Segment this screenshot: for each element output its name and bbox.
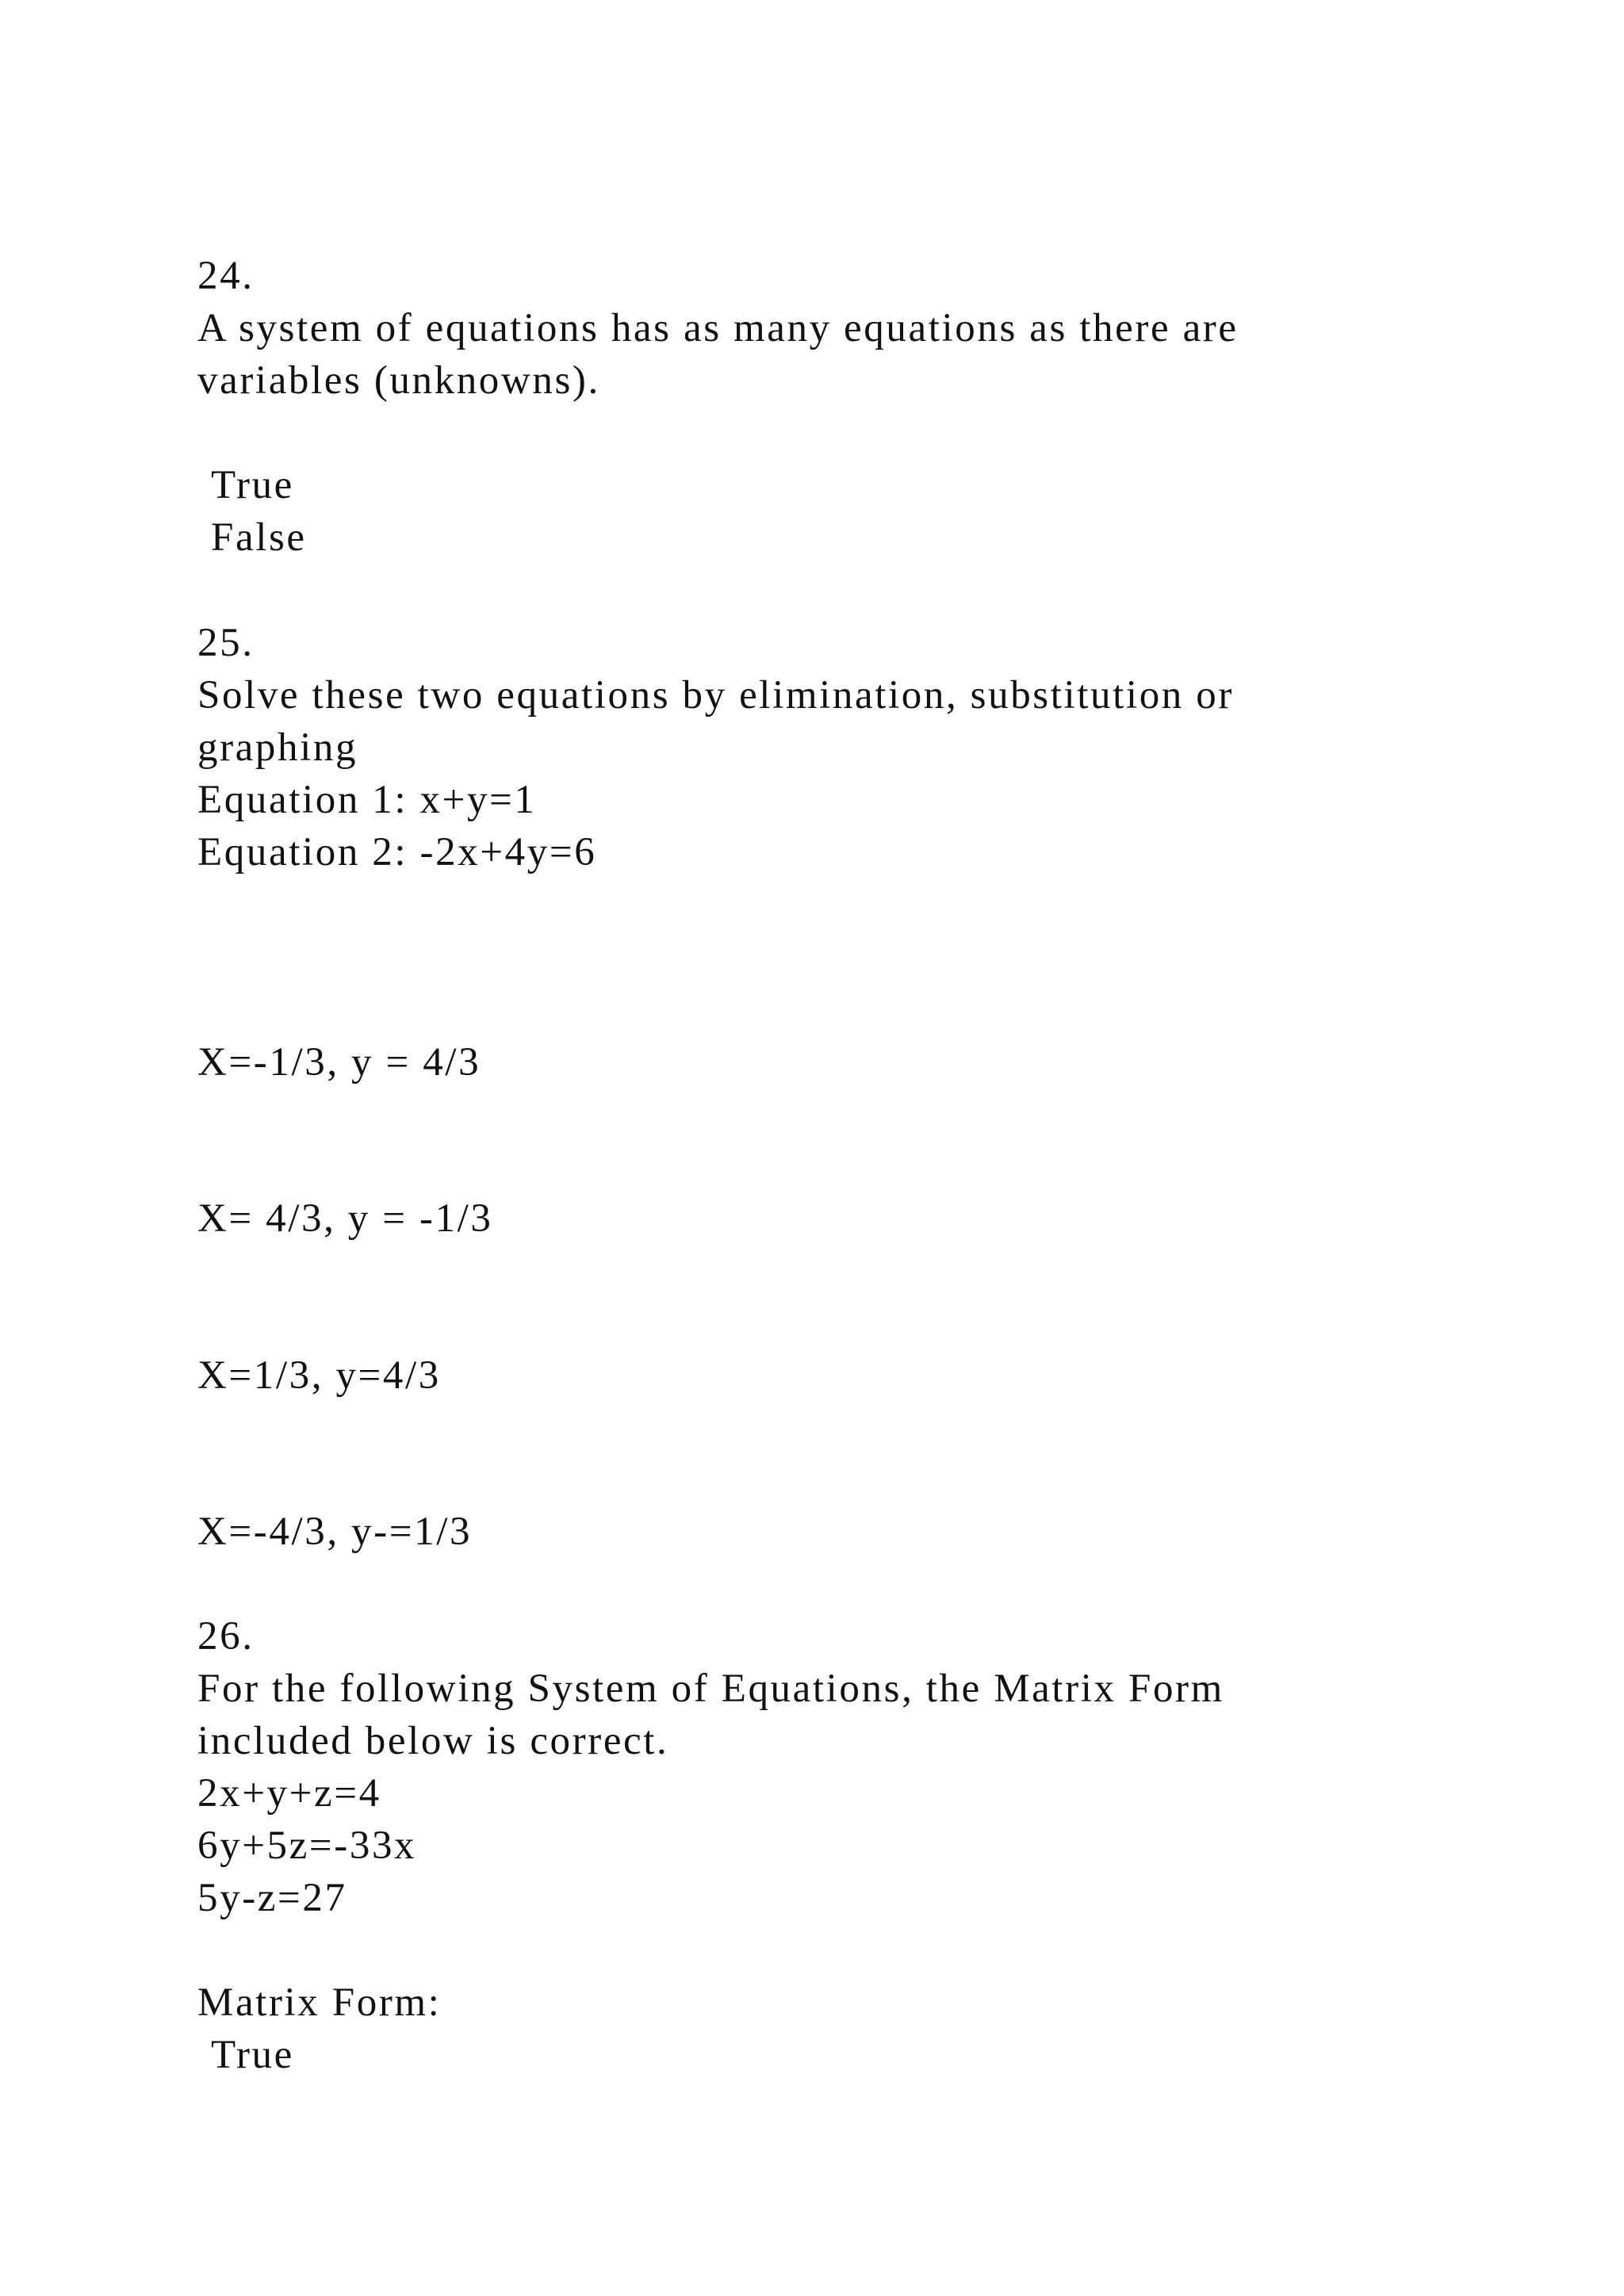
question-25-choice-2[interactable]: X= 4/3, y = -1/3 xyxy=(197,1196,493,1241)
question-26-text-line-2: included below is correct. xyxy=(197,1719,669,1763)
question-26-number: 26. xyxy=(197,1614,255,1659)
question-24-text-line-1: A system of equations has as many equations as there are xyxy=(197,306,1239,350)
question-26-equation-1: 2x+y+z=4 xyxy=(197,1771,381,1816)
question-25-equation-2: Equation 2: -2x+4y=6 xyxy=(197,830,597,874)
question-24-text-line-2: variables (unknowns). xyxy=(197,358,600,403)
question-25-text-line-1: Solve these two equations by elimination, substitution or xyxy=(197,673,1234,718)
question-25-number: 25. xyxy=(197,621,255,665)
question-24-number: 24. xyxy=(197,254,255,298)
question-26-text-line-1: For the following System of Equations, the Matrix Form xyxy=(197,1667,1224,1711)
question-25-equation-1: Equation 1: x+y=1 xyxy=(197,778,537,822)
question-26-option-true[interactable]: True xyxy=(211,2033,294,2077)
question-26-matrix-label: Matrix Form: xyxy=(197,1980,442,2025)
question-24-option-false[interactable]: False xyxy=(211,515,307,560)
question-25-choice-1[interactable]: X=-1/3, y = 4/3 xyxy=(197,1040,481,1085)
question-25-text-line-2: graphing xyxy=(197,725,358,770)
question-26-equation-3: 5y-z=27 xyxy=(197,1876,347,1920)
question-25-choice-3[interactable]: X=1/3, y=4/3 xyxy=(197,1353,441,1398)
question-25-choice-4[interactable]: X=-4/3, y-=1/3 xyxy=(197,1510,473,1554)
question-24-option-true[interactable]: True xyxy=(211,463,294,507)
question-26-equation-2: 6y+5z=-33x xyxy=(197,1823,417,1868)
